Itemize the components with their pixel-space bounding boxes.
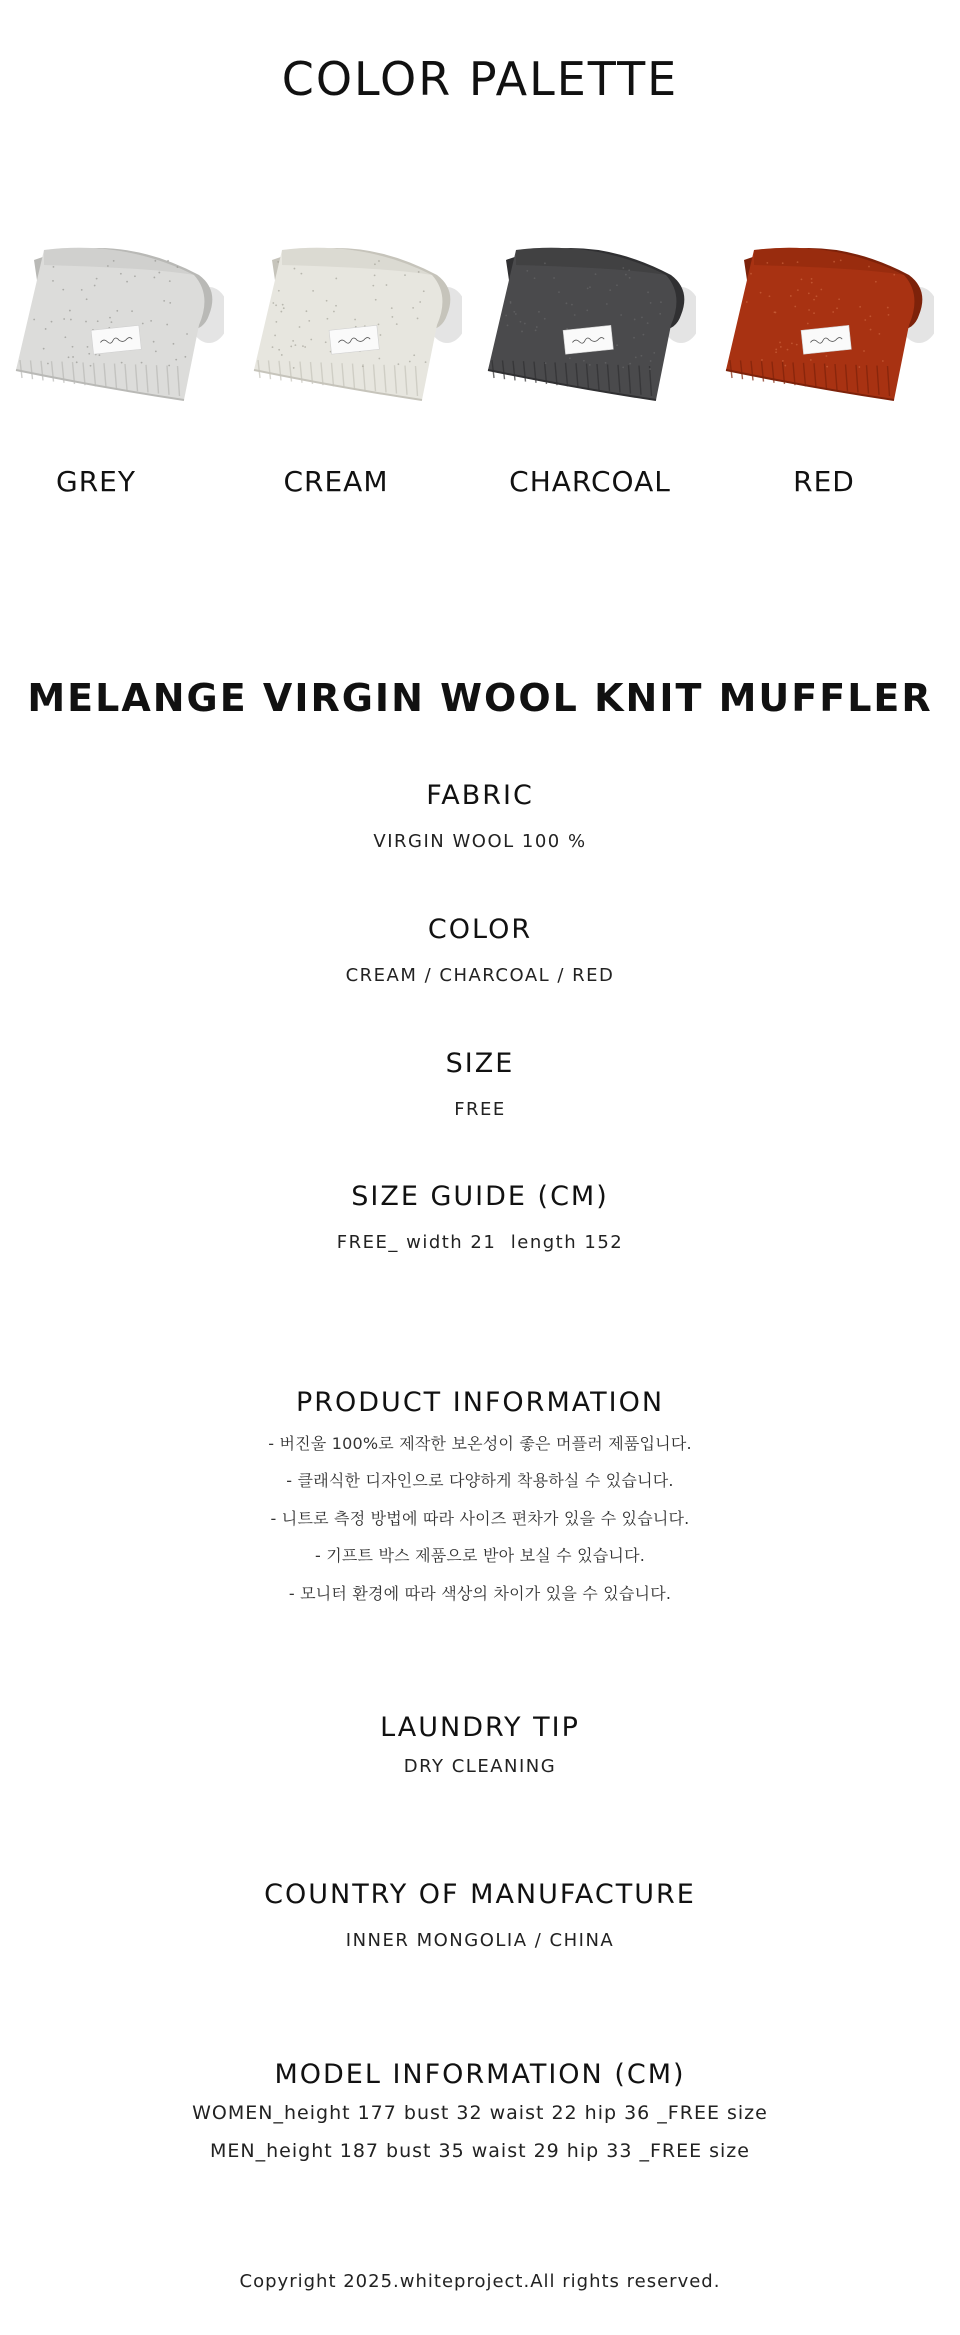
muffler-fleck [864,319,866,321]
muffler-fleck [606,303,608,305]
muffler-fleck [391,316,393,318]
muffler-fleck [840,259,842,261]
muffler-fleck [746,301,748,303]
muffler-fleck [278,290,280,292]
brand-tag [329,325,379,354]
muffler-fleck [775,349,777,351]
fabric-heading: FABRIC [426,780,534,811]
muffler-fleck [660,301,662,303]
muffler-fleck [544,318,546,320]
muffler-fleck [833,261,835,263]
muffler-fleck [797,261,799,263]
muffler-fleck [372,285,374,287]
swatch-label: CREAM [283,465,389,498]
muffler-fleck [536,326,538,328]
muffler-image-grey [4,220,224,420]
muffler-fleck [545,362,547,364]
muffler-fleck [882,360,884,362]
muffler-fleck [335,305,337,307]
muffler-fleck [836,307,838,309]
muffler-fleck [870,329,872,331]
muffler-fleck [791,342,793,344]
muffler-fleck [308,320,310,322]
muffler-fleck [628,269,630,271]
muffler-fleck [629,363,631,365]
muffler-fleck [326,300,328,302]
muffler-image-red [714,220,934,420]
muffler-fleck [333,311,335,313]
muffler-fleck [589,286,591,288]
muffler-fleck [412,307,414,309]
muffler-fleck [43,348,45,350]
muffler-fleck [538,311,540,313]
brand-tag-body [329,325,379,354]
brand-tag-body [563,325,613,354]
country-value: INNER MONGOLIA / CHINA [345,1930,615,1951]
muffler-fleck [888,314,890,316]
muffler-fleck [893,274,895,276]
muffler-fleck [620,314,622,316]
muffler-fleck [875,281,877,283]
muffler-fleck [90,365,92,367]
muffler-fleck [659,313,661,315]
color-heading: COLOR [427,914,533,945]
muffler-fleck [413,354,415,356]
muffler-fleck [616,284,618,286]
muffler-fleck [589,364,591,366]
muffler-fleck [294,268,296,270]
size-heading: SIZE [445,1048,515,1079]
muffler-fleck [868,266,870,268]
muffler-fleck [807,323,809,325]
muffler-fleck [275,304,277,306]
muffler-fleck [633,337,635,339]
muffler-fleck [116,310,118,312]
muffler-fleck [649,368,651,370]
muffler-fleck [832,311,834,313]
muffler-fleck [64,336,66,338]
info-line: - 모니터 환경에 따라 색상의 차이가 있을 수 있습니다. [288,1584,672,1603]
muffler-fleck [544,262,546,264]
muffler-fleck [574,314,576,316]
muffler-fleck [635,356,637,358]
muffler-fleck [425,361,427,363]
muffler-fleck [609,289,611,291]
muffler-fleck [325,341,327,343]
muffler-fleck [153,341,155,343]
muffler-fleck [505,315,507,317]
muffler-fleck [150,320,152,322]
muffler-fleck [310,339,312,341]
muffler-fleck [155,350,157,352]
muffler-fleck [292,340,294,342]
muffler-fleck [801,278,803,280]
muffler-fleck [397,363,399,365]
model-heading: MODEL INFORMATION (CM) [274,2059,686,2090]
muffler-fleck [641,316,643,318]
muffler-fleck [513,311,515,313]
muffler-fleck [775,351,777,353]
muffler-fleck [625,274,627,276]
muffler-fleck [85,321,87,323]
muffler-fleck [175,359,177,361]
muffler-fleck [272,302,274,304]
muffler-fleck [163,300,165,302]
muffler-fleck [378,323,380,325]
muffler-fleck [72,346,74,348]
muffler-fleck [386,284,388,286]
muffler-fleck [605,362,607,364]
muffler-fleck [168,365,170,367]
muffler-fleck [782,262,784,264]
size-guide-heading: SIZE GUIDE (CM) [351,1181,609,1212]
muffler-fleck [622,366,624,368]
muffler-fleck [750,273,752,275]
muffler-fleck [650,360,652,362]
muffler-fleck [796,344,798,346]
muffler-fleck [515,313,517,315]
muffler-fleck [375,299,377,301]
muffler-fleck [51,321,53,323]
muffler-fleck [521,331,523,333]
muffler-fleck [131,310,133,312]
muffler-fleck [283,307,285,309]
muffler-fleck [169,302,171,304]
country-heading: COUNTRY OF MANUFACTURE [264,1879,696,1910]
info-line: - 니트로 측정 방법에 따라 사이즈 편차가 있을 수 있습니다. [270,1509,690,1528]
size-guide-value: FREE_ width 21 length 152 [336,1232,624,1253]
muffler-fleck [280,311,282,313]
muffler-fleck [374,274,376,276]
muffler-fleck [816,295,818,297]
muffler-fleck [775,312,777,314]
muffler-fleck [779,342,781,344]
muffler-fleck [111,321,113,323]
muffler-fleck [374,263,376,265]
model-men: MEN_height 187 bust 35 waist 29 hip 33 _FREE size [210,2140,750,2162]
muffler-fleck [820,289,822,291]
color-value: CREAM / CHARCOAL / RED [345,965,615,986]
muffler-fleck [838,298,840,300]
muffler-fleck [863,350,865,352]
laundry-value: DRY CLEANING [403,1756,557,1777]
muffler-fleck [808,292,810,294]
muffler-fleck [566,328,568,330]
muffler-fleck [524,323,526,325]
muffler-fleck [535,329,537,331]
muffler-fleck [173,343,175,345]
muffler-fleck [869,315,871,317]
muffler-fleck [417,318,419,320]
muffler-fleck [354,319,356,321]
fabric-value: VIRGIN WOOL 100 % [373,831,587,852]
muffler-fleck [760,292,762,294]
brand-tag-body [91,325,141,354]
muffler-fleck [121,362,123,364]
swatch-label: CHARCOAL [509,465,671,498]
muffler-fleck [281,354,283,356]
muffler-fleck [33,319,35,321]
muffler-fleck [87,346,89,348]
muffler-fleck [107,265,109,267]
muffler-fleck [45,328,47,330]
muffler-fleck [782,360,784,362]
muffler-fleck [293,367,295,369]
muffler-fleck [302,345,304,347]
brand-tag [91,325,141,354]
size-value: FREE [454,1099,506,1120]
muffler-fleck [553,277,555,279]
muffler-fleck [587,287,589,289]
brand-tag [563,325,613,354]
muffler-fleck [99,354,101,356]
muffler-fleck [586,310,588,312]
muffler-fleck [526,270,528,272]
muffler-fleck [569,357,571,359]
info-line: - 기프트 박스 제품으로 받아 보실 수 있습니다. [314,1546,646,1565]
muffler-fleck [126,281,128,283]
muffler-fleck [653,352,655,354]
muffler-fleck [811,282,813,284]
muffler-fleck [391,307,393,309]
muffler-fleck [275,321,277,323]
muffler-fleck [423,290,425,292]
muffler-fleck [158,272,160,274]
muffler-fleck [76,361,78,363]
muffler-fleck [186,333,188,335]
muffler-fleck [808,309,810,311]
muffler-fleck [278,349,280,351]
muffler-fleck [784,365,786,367]
muffler-fleck [154,260,156,262]
muffler-fleck [290,346,292,348]
muffler-fleck [794,306,796,308]
muffler-fleck [88,353,90,355]
muffler-fleck [274,335,276,337]
muffler-fleck [166,324,168,326]
muffler-fleck [378,358,380,360]
muffler-fleck [72,356,74,358]
muffler-fleck [272,346,274,348]
muffler-fleck [113,260,115,262]
muffler-fleck [96,278,98,280]
muffler-fleck [312,290,314,292]
muffler-fleck [409,361,411,363]
muffler-fleck [62,289,64,291]
muffler-fleck [97,320,99,322]
muffler-fleck [640,355,642,357]
muffler-fleck [810,359,812,361]
muffler-fleck [300,273,302,275]
laundry-heading: LAUNDRY TIP [380,1712,580,1743]
muffler-fleck [887,307,889,309]
muffler-fleck [86,298,88,300]
muffler-fleck [68,356,70,358]
muffler-fleck [335,278,337,280]
muffler-fleck [878,333,880,335]
muffler-fleck [826,355,828,357]
muffler-fleck [571,304,573,306]
muffler-fleck [558,291,560,293]
brand-tag-body [801,325,851,354]
muffler-fleck [616,344,618,346]
muffler-fleck [304,346,306,348]
muffler-fleck [787,349,789,351]
muffler-fleck [761,359,763,361]
muffler-fleck [282,304,284,306]
muffler-fleck [404,274,406,276]
info-line: - 버진울 100%로 제작한 보온성이 좋은 머플러 제품입니다. [268,1434,692,1453]
muffler-fleck [94,285,96,287]
muffler-fleck [327,318,329,320]
palette-title: COLOR PALETTE [281,52,679,106]
muffler-fleck [169,280,171,282]
muffler-fleck [647,322,649,324]
muffler-fleck [780,346,782,348]
muffler-fleck [419,301,421,303]
muffler-fleck [69,310,71,312]
muffler-fleck [70,319,72,321]
muffler-fleck [813,299,815,301]
muffler-fleck [134,275,136,277]
muffler-fleck [643,334,645,336]
product-title: MELANGE VIRGIN WOOL KNIT MUFFLER [27,676,933,720]
muffler-fleck [766,262,768,264]
muffler-fleck [826,366,828,368]
muffler-fleck [813,312,815,314]
muffler-fleck [629,277,631,279]
muffler-fleck [595,273,597,275]
muffler-fleck [583,360,585,362]
muffler-fleck [790,295,792,297]
brand-tag [801,325,851,354]
muffler-fleck [396,323,398,325]
muffler-fleck [858,366,860,368]
swatch-label: GREY [56,465,136,498]
info-line: - 클래식한 디자인으로 다양하게 착용하실 수 있습니다. [286,1471,674,1490]
muffler-fleck [153,277,155,279]
muffler-fleck [52,280,54,282]
muffler-fleck [141,362,143,364]
muffler-fleck [634,319,636,321]
muffler-fleck [109,317,111,319]
muffler-fleck [142,323,144,325]
muffler-fleck [859,306,861,308]
muffler-fleck [184,356,186,358]
muffler-fleck [47,363,49,365]
muffler-fleck [53,266,55,268]
muffler-fleck [306,310,308,312]
muffler-fleck [647,291,649,293]
muffler-fleck [81,289,83,291]
muffler-fleck [622,267,624,269]
model-women: WOMEN_height 177 bust 32 waist 22 hip 36 _FREE size [192,2102,768,2124]
muffler-fleck [650,302,652,304]
muffler-fleck [510,302,512,304]
swatch-label: RED [793,465,855,498]
muffler-image-cream [242,220,462,420]
muffler-fleck [277,261,279,263]
muffler-fleck [566,302,568,304]
muffler-fleck [294,344,296,346]
muffler-fleck [177,266,179,268]
muffler-fleck [769,295,771,297]
copyright: Copyright 2025.whiteproject.All rights reserved. [239,2271,721,2292]
muffler-fleck [520,321,522,323]
muffler-fleck [120,273,122,275]
muffler-fleck [418,271,420,273]
muffler-fleck [507,324,509,326]
muffler-fleck [362,365,364,367]
muffler-fleck [534,277,536,279]
muffler-fleck [378,260,380,262]
muffler-fleck [797,289,799,291]
muffler-fleck [63,318,65,320]
muffler-fleck [380,334,382,336]
product-info-heading: PRODUCT INFORMATION [295,1387,665,1418]
muffler-image-charcoal [476,220,696,420]
muffler-fleck [167,260,169,262]
muffler-fleck [299,326,301,328]
muffler-fleck [811,278,813,280]
